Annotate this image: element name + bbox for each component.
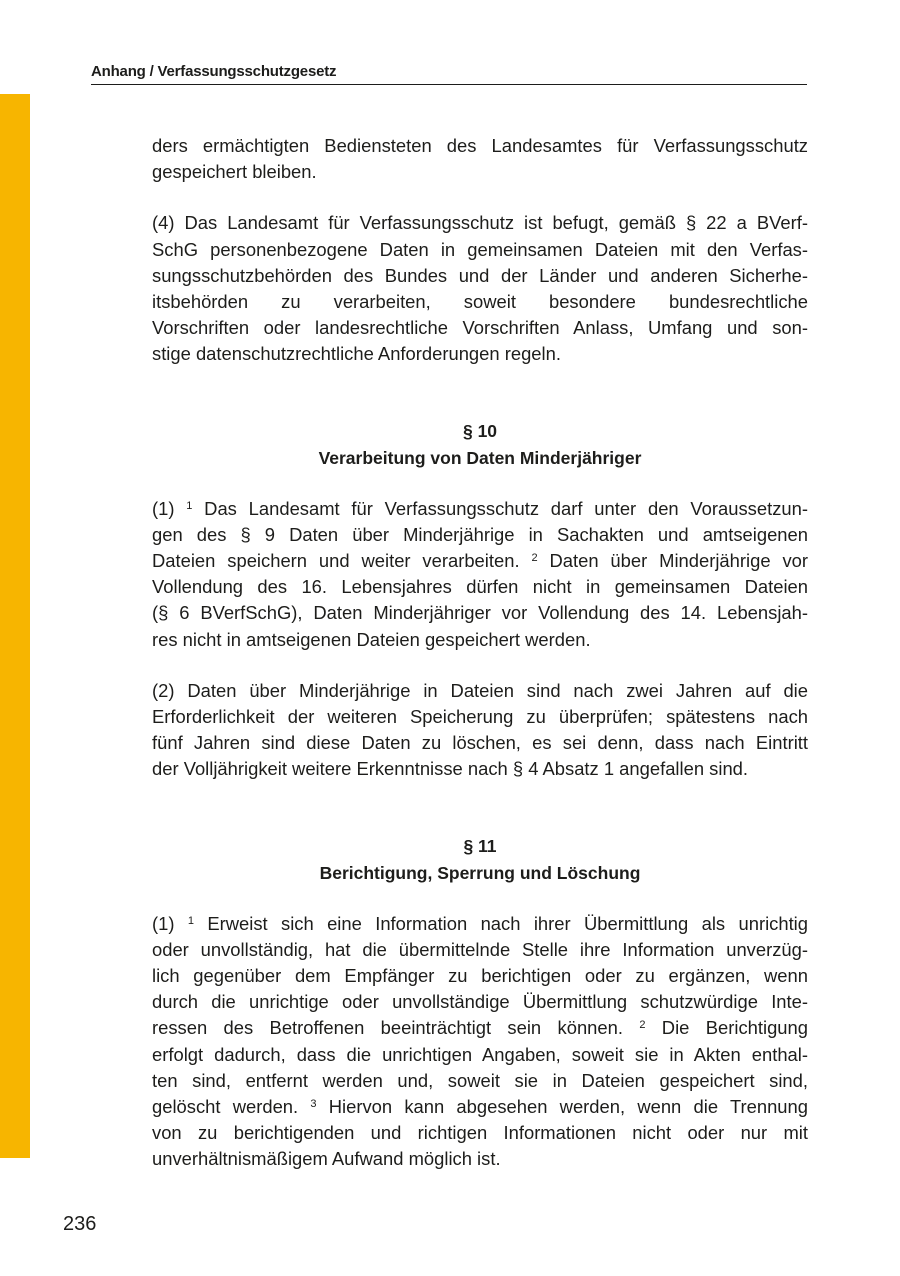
text-line: gespeichert bleiben.: [152, 161, 317, 183]
text-line: fünf Jahren sind diese Daten zu löschen, es sei denn, dass nach Eintritt: [152, 732, 808, 754]
text-line: gelöscht werden. $^3$ Hiervon kann abgesehen werden, wenn die Trennung: [152, 1096, 808, 1118]
text-line: unverhältnismäßigem Aufwand möglich ist.: [152, 1148, 501, 1170]
running-header: [91, 62, 807, 85]
section-10-number: § 10: [462, 420, 498, 441]
continuation-paragraph: [152, 133, 808, 185]
page-body: [152, 133, 808, 1173]
text-line: (2) Daten über Minderjährige in Dateien sind nach zwei Jahren auf die: [152, 679, 808, 701]
sentence-number: 2: [639, 1019, 646, 1032]
text-line: Dateien speichern und weiter verarbeiten. $^2$ Daten über Minderjährige vor: [152, 550, 808, 572]
section-11-paragraph-1: [152, 911, 808, 1173]
text-line: (1) $^1$ Erweist sich eine Information nach ihrer Übermittlung als unrichtig: [152, 912, 808, 934]
section-10-title: Verarbeitung von Daten Minderjähriger: [318, 447, 642, 468]
running-title: Anhang / Verfassungsschutzgesetz: [91, 63, 337, 80]
page-number: 236: [63, 1213, 97, 1235]
text-line: ressen des Betroffenen beeinträchtigt sein können. $^2$ Die Berichtigung: [152, 1017, 808, 1039]
text-line: itsbehörden zu verarbeiten, soweit besondere bundesrechtliche: [152, 291, 808, 313]
text-line: lich gegenüber dem Empfänger zu berichtigen oder zu ergänzen, wenn: [152, 965, 808, 987]
text-line: SchG personenbezogene Daten in gemeinsamen Dateien mit den Verfas-: [152, 238, 808, 260]
text-line: res nicht in amtseigenen Dateien gespeichert werden.: [152, 628, 591, 650]
sentence-number: 1: [186, 499, 193, 512]
text-line: durch die unrichtige oder unvollständige Übermittlung schutzwürdige Inte-: [152, 991, 808, 1013]
sentence-number: 1: [187, 914, 194, 927]
section-10-paragraph-2: [152, 678, 808, 783]
text-line: stige datenschutzrechtliche Anforderungen regeln.: [152, 343, 561, 365]
text-line: ders ermächtigten Bediensteten des Landesamtes für Verfassungsschutz: [152, 135, 808, 156]
sentence-number: 2: [531, 552, 538, 565]
text-line: der Volljährigkeit weitere Erkenntnisse nach § 4 Absatz 1 angefallen sind.: [152, 758, 749, 780]
text-line: gen des § 9 Daten über Minderjährige in Sachakten und amtseigenen: [152, 523, 808, 545]
sentence-number: 3: [310, 1098, 317, 1111]
text-line: Vorschriften oder landesrechtliche Vorschriften Anlass, Umfang und son-: [152, 317, 808, 339]
text-line: Vollendung des 16. Lebensjahres dürfen nicht in gemeinsamen Dateien: [152, 576, 808, 598]
text-line: erfolgt dadurch, dass die unrichtigen Angaben, soweit sie in Akten enthal-: [152, 1043, 808, 1065]
text-line: (§ 6 BVerfSchG), Daten Minderjähriger vor Vollendung des 14. Lebensjah-: [152, 602, 808, 624]
text-line: ten sind, entfernt werden und, soweit sie in Dateien gespeichert sind,: [152, 1069, 808, 1091]
text-line: oder unvollständig, hat die übermittelnde Stelle ihre Information unverzüg-: [152, 938, 808, 960]
section-11-title: Berichtigung, Sperrung und Löschung: [319, 862, 641, 883]
text-line: (4) Das Landesamt für Verfassungsschutz ist befugt, gemäß § 22 a BVerf-: [152, 212, 808, 234]
text-line: Erforderlichkeit der weiteren Speicherung zu überprüfen; spätestens nach: [152, 706, 808, 728]
paragraph-4: [152, 210, 808, 367]
section-11-number: § 11: [463, 835, 497, 856]
text-line: von zu berichtigenden und richtigen Informationen nicht oder nur mit: [152, 1122, 808, 1144]
text-line: (1) $^1$ Das Landesamt für Verfassungsschutz darf unter den Voraussetzun-: [152, 497, 808, 519]
text-line: sungsschutzbehörden des Bundes und der Länder und anderen Sicherhe-: [152, 264, 808, 286]
section-10-paragraph-1: [152, 496, 808, 653]
accent-side-bar: [0, 94, 30, 1158]
